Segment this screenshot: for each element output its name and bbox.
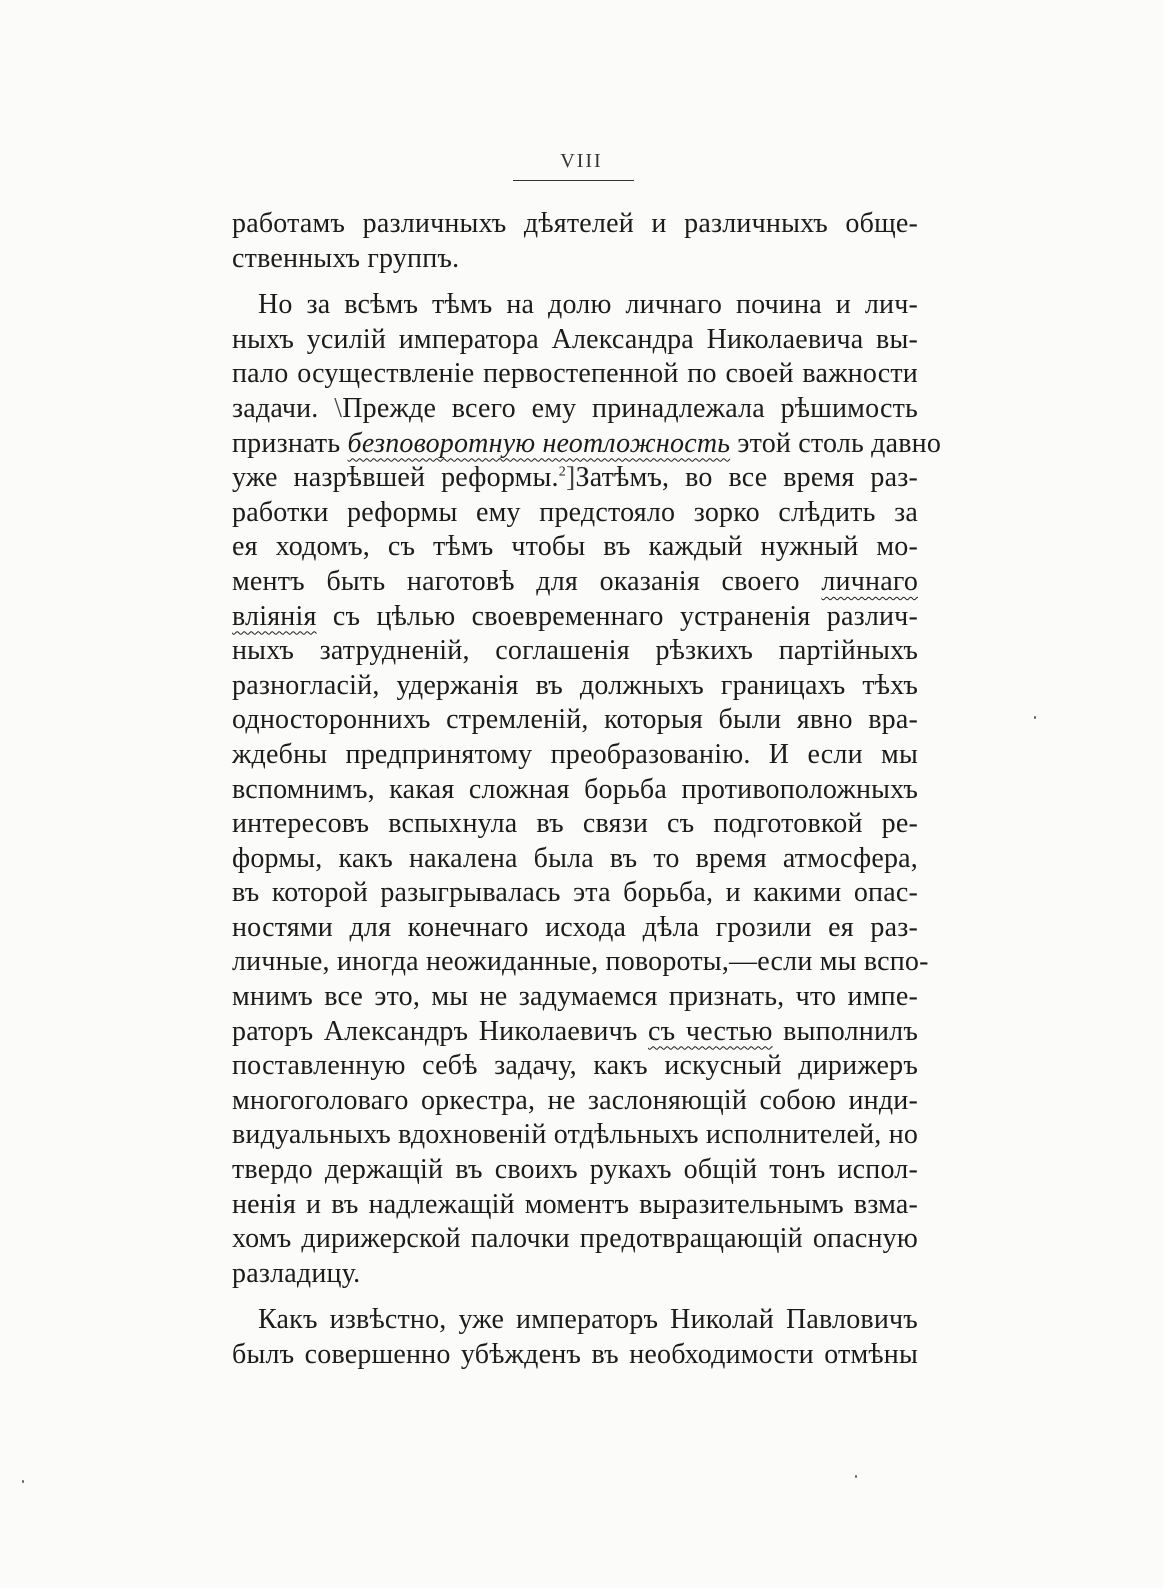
text-line: раторъ Александръ Николаевичъ съ честью выполнилъ: [232, 1015, 919, 1047]
text-line: мнимъ все это, мы не задумаемся признать, что импе-: [232, 981, 918, 1013]
text-line: ныхъ затрудненій, соглашенія рѣзкихъ партійныхъ: [232, 635, 918, 667]
text-line: вспомнимъ, какая сложная борьба противоположныхъ: [232, 773, 918, 805]
text-line: былъ совершенно убѣжденъ въ необходимости отмѣны: [232, 1339, 918, 1370]
text-line: разногласій, удержанія въ должныхъ границахъ тѣхъ: [232, 669, 918, 701]
text-line: одностороннихъ стремленій, которыя были явно вра-: [232, 704, 918, 736]
page-number: VIII: [560, 150, 603, 172]
text-line: работамъ различныхъ дѣятелей и различныхъ обще-: [232, 208, 918, 239]
text-line: ностями для конечнаго исхода дѣла грозили ея раз-: [232, 911, 918, 943]
text-line: признать безповоротную неотложность этой столь давно: [232, 427, 942, 459]
underlined-phrase: съ честью: [648, 1015, 773, 1047]
text-line: ненія и въ надлежащій моментъ выразительнымъ взма-: [232, 1188, 918, 1220]
text-line: пало осуществленіе первостепенной по своей важности: [232, 358, 918, 390]
text-line: задачи. \Прежде всего ему принадлежала рѣшимость: [232, 392, 918, 424]
text-line: разладицу.: [232, 1257, 361, 1289]
text-line: формы, какъ накалена была въ то время атмосфера,: [232, 842, 918, 874]
body-text: [232, 207, 942, 1373]
text-line: ственныхъ группъ.: [232, 242, 460, 274]
text-line: ныхъ усилій императора Александра Николаевича вы-: [232, 323, 918, 355]
scan-speck: [1034, 716, 1036, 719]
text-line: уже назрѣвшей реформы.$^2$]Затѣмъ, во все время раз-: [232, 462, 918, 494]
text-line: ея ходомъ, съ тѣмъ чтобы въ каждый нужный мо-: [232, 531, 918, 563]
text-line: ментъ быть наготовѣ для оказанія своего личнаго: [232, 565, 919, 597]
text-line: вліянія съ цѣлью своевременнаго устраненія различ-: [232, 600, 918, 632]
text-line: видуальныхъ вдохновеній отдѣльныхъ исполнителей, но: [232, 1119, 919, 1151]
annotation-number: 2: [558, 464, 566, 480]
header-rule: [513, 180, 634, 181]
scan-speck: [855, 1475, 857, 1478]
scan-speck: [22, 1480, 24, 1483]
text-line: хомъ дирижерской палочки предотвращающій опасную: [232, 1223, 918, 1255]
text-line: работки реформы ему предстояло зорко слѣдить за: [232, 496, 918, 528]
text-line: Но за всѣмъ тѣмъ на долю личнаго почина и лич-: [258, 289, 918, 321]
text-line: многоголоваго оркестра, не заслоняющій собою инди-: [232, 1084, 918, 1116]
text-line: интересовъ вспыхнула въ связи съ подготовкой ре-: [232, 808, 918, 840]
pencil-mark: ]: [565, 462, 576, 494]
pencil-mark: \: [334, 392, 343, 424]
text-line: твердо держащій въ своихъ рукахъ общій тонъ испол-: [232, 1154, 918, 1186]
text-line: Какъ извѣстно, уже императоръ Николай Павловичъ: [258, 1304, 918, 1336]
text-line: личные, иногда неожиданные, повороты,—если мы вспо-: [232, 946, 929, 978]
underlined-word: вліянія: [232, 600, 317, 632]
text-line: поставленную себѣ задачу, какъ искусный дирижеръ: [232, 1050, 918, 1082]
text-line: ждебны предпринятому преобразованію. И если мы: [232, 738, 918, 770]
underlined-word: личнаго: [821, 565, 919, 597]
underlined-phrase: безповоротную неотложность: [347, 427, 731, 459]
text-line: въ которой разыгрывалась эта борьба, и какими опас-: [232, 877, 918, 909]
